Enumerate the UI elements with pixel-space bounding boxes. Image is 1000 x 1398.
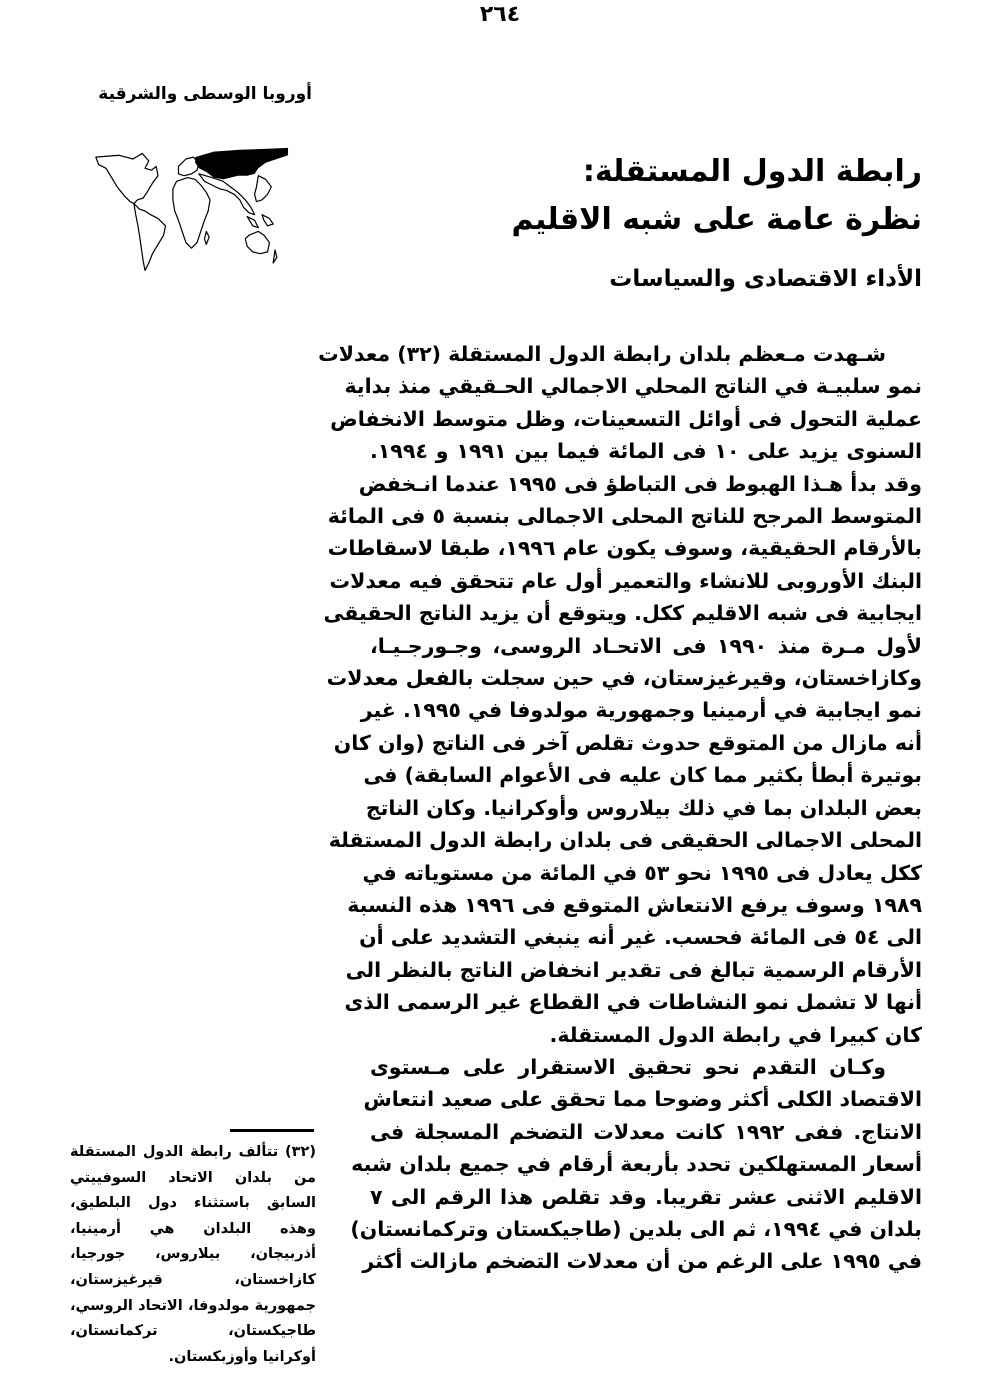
text-line: الأرقام الرسمية تبالغ فى تقدير انخفاض الناتج بالنظر الى bbox=[345, 957, 922, 982]
footnote-line: طاجيكستان، تركمانستان، bbox=[70, 1323, 316, 1340]
text-line: بوتيرة أبطأ بكثير مما كان عليه فى الأعوام السابقة) فى bbox=[363, 763, 922, 788]
text-line: بالأرقام الحقيقية، وسوف يكون عام ١٩٩٦، طبقا لاسقاطات bbox=[327, 536, 922, 561]
title-line-2: نظرة عامة على شبه الاقليم bbox=[511, 202, 922, 237]
text-line: وقد بدأ هـذا الهبوط فى التباطؤ فى ١٩٩٥ عندما انـخفض bbox=[358, 471, 922, 496]
body-text bbox=[318, 338, 922, 1278]
asia-east-outline bbox=[255, 176, 272, 202]
footnote-line: كازاخستان، قيرغيزستان، bbox=[70, 1271, 316, 1288]
text-line: نمو سلبيـة في الناتج المحلي الاجمالي الحـقيقي منذ بداية bbox=[344, 374, 922, 399]
australia-outline bbox=[245, 231, 269, 253]
text-line: البنك الأوروبى للانشاء والتعمير أول عام تتحقق فيه معدلات bbox=[329, 568, 922, 593]
text-line: بعض البلدان بما في ذلك بيلاروس وأوكرانيا. وكان الناتج bbox=[365, 795, 922, 820]
paragraph-1 bbox=[318, 338, 922, 1051]
text-line: بلدان في ١٩٩٤، ثم الى بلدين (طاجيكستان وتركمانستان) bbox=[350, 1216, 922, 1241]
text-line: شـهدت مـعظم بلدان رابطة الدول المستقلة (٣٢) معدلات bbox=[318, 342, 886, 366]
footnote-line: جمهورية مولدوفا، الاتحاد الروسي، bbox=[70, 1297, 316, 1314]
footnote-line: (٣٢) تتألف رابطة الدول المستقلة bbox=[70, 1144, 316, 1160]
text-line: الانتاج. ففى ١٩٩٢ كانت معدلات التضخم المسجلة فى bbox=[370, 1119, 922, 1144]
north-america-outline bbox=[96, 153, 158, 203]
text-line: وكـان التقدم نحو تحقيق الاستقرار على مـستوى bbox=[370, 1054, 886, 1079]
title-line-1: رابطة الدول المستقلة: bbox=[582, 154, 922, 189]
text-line: وكازاخستان، وقيرغيزستان، في حين سجلت بالفعل معدلات bbox=[326, 666, 922, 691]
text-line: عملية التحول فى أوائل التسعينات، وظل متوسط الانخفاض bbox=[330, 406, 922, 431]
south-america-outline bbox=[134, 204, 166, 271]
text-line: الاقتصاد الكلى أكثر وضوحا مما تحقق على صعيد انتعاش bbox=[363, 1087, 922, 1112]
page-title bbox=[480, 148, 922, 244]
region-label: أوروبا الوسطى والشرقية bbox=[98, 84, 312, 104]
text-line: ككل يعادل فى ١٩٩٥ نحو ٥٣ في المائة من مستوياته في bbox=[362, 860, 922, 885]
text-line: المتوسط المرجح للناتج المحلى الاجمالى بنسبة ٥ فى المائة bbox=[327, 504, 922, 529]
section-heading: الأداء الاقتصادى والسياسات bbox=[609, 266, 922, 292]
world-map-icon bbox=[88, 146, 294, 276]
southeast-asia-islands-outline bbox=[247, 215, 273, 228]
text-line: ١٩٨٩ وسوف يرفع الانتعاش المتوقع فى ١٩٩٦ هذه النسبة bbox=[347, 892, 922, 917]
page-number: ٢٦٤ bbox=[479, 2, 521, 27]
footnote-line: أوكرانيا وأوزبكستان. bbox=[168, 1348, 316, 1365]
footnote-line: السابق باستثناء دول البلطيق، bbox=[70, 1195, 316, 1212]
text-line: ايجابية فى شبه الاقليم ككل. ويتوقع أن يزيد الناتج الحقيقى bbox=[323, 601, 922, 626]
text-line: أسعار المستهلكين تحدد بأربعة أرقام في جميع بلدان شبه bbox=[351, 1152, 922, 1177]
footnote-line: وهذه البلدان هي أرمينيا، bbox=[70, 1220, 316, 1237]
text-line: أنه مازال من المتوقع حدوث تقلص آخر فى الناتج (وان كان bbox=[333, 730, 922, 755]
footnote-line: أذربيجان، بيلاروس، جورجيا، bbox=[70, 1246, 316, 1263]
footnote-divider bbox=[230, 1129, 314, 1132]
text-line: نمو ايجابية في أرمينيا وجمهورية مولدوفا في ١٩٩٥. غير bbox=[360, 698, 922, 723]
text-line: المحلى الاجمالى الحقيقى فى بلدان رابطة الدول المستقلة bbox=[328, 828, 922, 853]
text-line: لأول مـرة منذ ١٩٩٠ فى الاتحـاد الروسى، وجـورجـيـا، bbox=[370, 633, 922, 658]
text-line: أنها لا تشمل نمو النشاطات في القطاع غير الرسمى الذى bbox=[344, 990, 922, 1015]
text-line: في ١٩٩٥ على الرغم من أن معدلات التضخم مازالت أكثر bbox=[362, 1249, 922, 1274]
cis-region-highlight bbox=[195, 148, 288, 180]
text-line: السنوى يزيد على ١٠ فى المائة فيما بين ١٩٩١ و ١٩٩٤. bbox=[370, 439, 922, 464]
madagascar-outline bbox=[204, 231, 209, 244]
paragraph-2 bbox=[350, 1051, 922, 1278]
new-zealand-outline bbox=[273, 250, 277, 263]
text-line: الاقليم الاثنى عشر تقريبا. وقد تقلص هذا الرقم الى ٧ bbox=[370, 1184, 922, 1209]
footnote-line: من بلدان الاتحاد السوفييتي bbox=[70, 1169, 316, 1186]
footnote bbox=[70, 1140, 316, 1370]
text-line: كان كبيرا في رابطة الدول المستقلة. bbox=[549, 1022, 922, 1047]
text-line: الى ٥٤ فى المائة فحسب. غير أنه ينبغي التشديد على أن bbox=[359, 925, 922, 950]
